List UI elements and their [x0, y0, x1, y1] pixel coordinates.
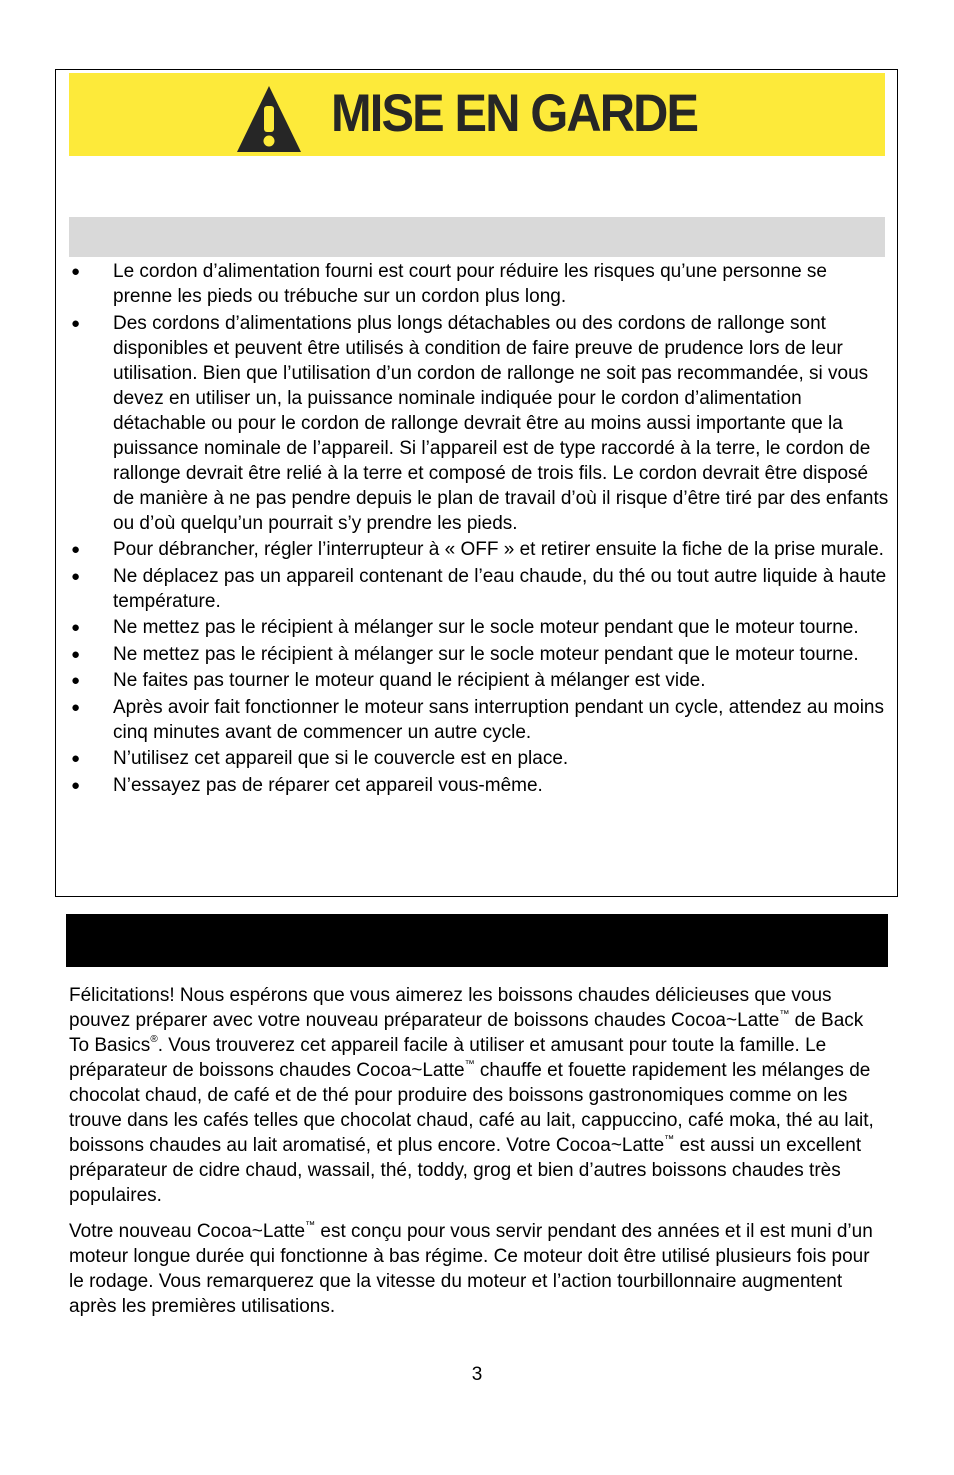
warning-item: ● Des cordons d’alimentations plus longs détachables ou des cordons de rallonge sont disponibles et peuvent être utilisés à condition de faire preuve de prudence lors de leur utilisation. Bien que l’utilisation d’un cordon de rallonge ne soit pas recommandée, si vous devez en utiliser un, la puissance nominale indiquée pour le cordon d’alimentation détachable ou pour le cordon de rallonge devrait être au moins aussi importante que la puissance nominale de l’appareil. Si l’appareil est de type raccordé à la terre, le cordon de rallonge devrait être relié à la terre et composé de trois fils. Le cordon devrait être disposé de manière à ne pas pendre depuis le plan de travail d’où il risque d’être tiré par des enfants ou d’où quelqu’un pourrait s’y prendre les pieds. — [71, 312, 889, 534]
intro-text — [69, 983, 887, 1330]
bullet-icon: ● — [71, 263, 81, 280]
bullet-icon: ● — [71, 541, 81, 558]
warning-item: ● N’utilisez cet appareil que si le couvercle est en place. — [71, 748, 569, 769]
warning-item: ● Ne mettez pas le récipient à mélanger sur le socle moteur pendant que le moteur tourne. — [71, 617, 859, 638]
warning-item: ● Le cordon d’alimentation fourni est court pour réduire les risques qu’une personne se prenne les pieds ou trébuche sur un cordon plus long. — [71, 261, 827, 307]
warning-item: ● N’essayez pas de réparer cet appareil vous-même. — [71, 774, 543, 796]
section-header-bar — [66, 914, 888, 967]
warning-item: ● Pour débrancher, régler l’interrupteur à « OFF » et retirer ensuite la fiche de la prise murale. — [71, 539, 884, 560]
bullet-icon: ● — [71, 619, 81, 636]
warning-box — [55, 69, 898, 897]
bullet-icon: ● — [71, 750, 81, 767]
warning-subheader-band — [69, 217, 885, 257]
warning-list — [56, 259, 897, 799]
warning-triangle-icon — [235, 84, 303, 154]
warning-item: ● Ne mettez pas le récipient à mélanger sur le socle moteur pendant que le moteur tourne. — [71, 643, 859, 665]
warning-banner — [69, 73, 885, 156]
bullet-icon: ● — [71, 314, 81, 332]
warning-item: ● Après avoir fait fonctionner le moteur sans interruption pendant un cycle, attendez au moins cinq minutes avant de commencer un autre cycle. — [71, 696, 884, 743]
bullet-icon: ● — [71, 698, 81, 716]
bullet-icon: ● — [71, 567, 81, 585]
page-number: 3 — [471, 1364, 483, 1385]
bullet-icon: ● — [71, 672, 81, 689]
bullet-icon: ● — [71, 776, 81, 794]
intro-paragraph-1: Félicitations! Nous espérons que vous aimerez les boissons chaudes délicieuses que vous pouvez préparer avec votre nouveau préparateur de boissons chaudes Cocoa~Latte™ de Back To Basics®. Vous trouverez cet appareil facile à utiliser et amusant pour toute la famille. Le préparateur de boissons chaudes Cocoa~Latte™ chauffe et fouette rapidement les mélanges de chocolat chaud, de café et de thé pour produire des boissons gastronomiques comme on les trouve dans les cafés telles que chocolat chaud, café au lait, cappuccino, café moka, thé au lait, boissons chaudes au lait aromatisé, et plus encore. Votre Cocoa~Latte™ est aussi un excellent préparateur de cidre chaud, wassail, thé, toddy, grog et bien d’autres boissons chaudes très populaires. — [69, 985, 874, 1206]
warning-item: ● Ne déplacez pas un appareil contenant de l’eau chaude, du thé ou tout autre liquide à haute température. — [71, 565, 887, 612]
warning-item: ● Ne faites pas tourner le moteur quand le récipient à mélanger est vide. — [71, 670, 706, 691]
bullet-icon: ● — [71, 645, 81, 663]
intro-paragraph-2: Votre nouveau Cocoa~Latte™ est conçu pour vous servir pendant des années et il est muni d’un moteur longue durée qui fonctionne à bas régime. Ce moteur doit être utilisé plusieurs fois pour le rodage. Vous remarquerez que la vitesse du moteur et l’action tourbillonnaire augmentent après les premières utilisations. — [69, 1220, 873, 1317]
warning-title: MISE EN GARDE — [331, 84, 698, 143]
